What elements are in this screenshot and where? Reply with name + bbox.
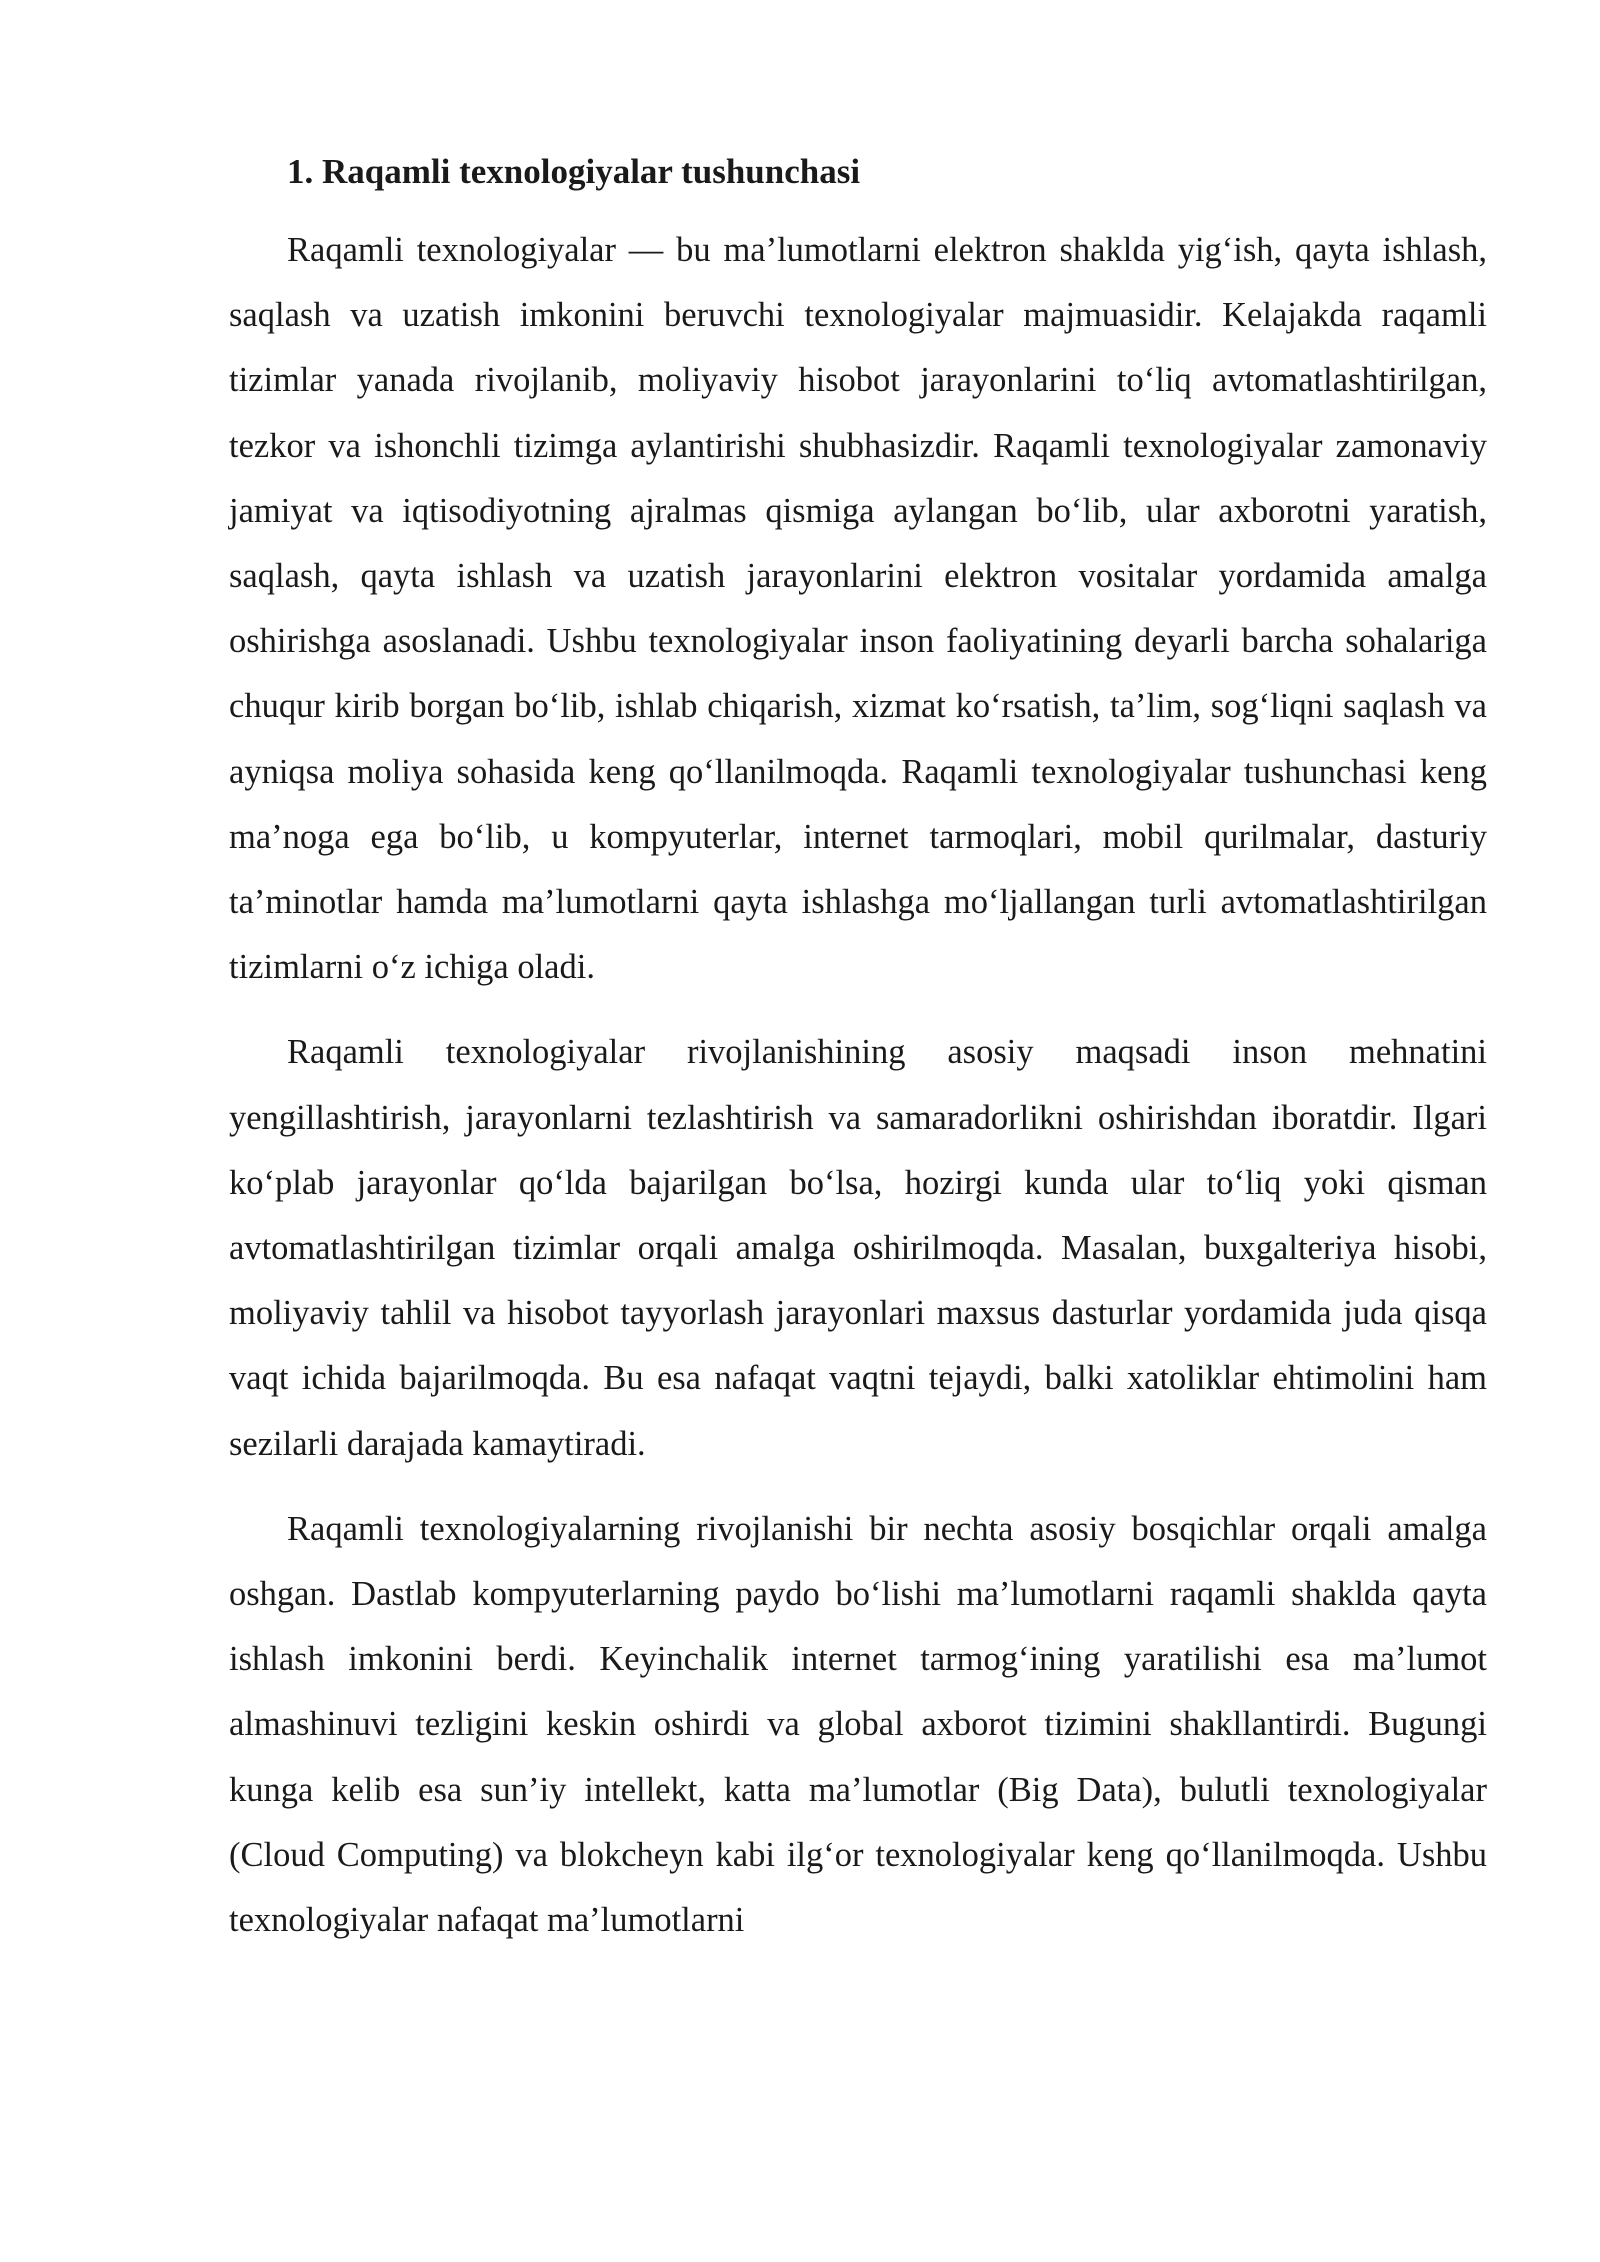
section-heading: 1. Raqamli texnologiyalar tushunchasi xyxy=(287,152,861,191)
document-page xyxy=(229,148,1487,1973)
paragraph-purpose: Raqamli texnologiyalar rivojlanishining asosiy maqsadi inson mehnatini yengillashtirish, jarayonlarni tezlashtirish va samaradorlikni oshirishdan iboratdir. Ilgari ko‘plab jarayonlar qo‘lda bajarilgan bo‘lsa, hozirgi kunda ular to‘liq yoki qisman avtomatlashtirilgan tizimlar orqali amalga oshirilmoqda. Masalan, buxgalteriya hisobi, moliyaviy tahlil va hisobot tayyorlash jarayonlari maxsus dasturlar yordamida juda qisqa vaqt ichida bajarilmoqda. Bu esa nafaqat vaqtni tejaydi, balki xatoliklar ehtimolini ham sezilarli darajada kamaytiradi. xyxy=(229,1033,1487,1463)
paragraph-definition: Raqamli texnologiyalar — bu ma’lumotlarni elektron shaklda yig‘ish, qayta ishlash, saqlash va uzatish imkonini beruvchi texnologiyalar majmuasidir. Kelajakda raqamli tizimlar yanada rivojlanib, moliyaviy hisobot jarayonlarini to‘liq avtomatlashtirilgan, tezkor va ishonchli tizimga aylantirishi shubhasizdir. Raqamli texnologiyalar zamonaviy jamiyat va iqtisodiyotning ajralmas qismiga aylangan bo‘lib, ular axborotni yaratish, saqlash, qayta ishlash va uzatish jarayonlarini elektron vositalar yordamida amalga oshirishga asoslanadi. Ushbu texnologiyalar inson faoliyatining deyarli barcha sohalariga chuqur kirib borgan bo‘lib, ishlab chiqarish, xizmat ko‘rsatish, ta’lim, sog‘liqni saqlash va ayniqsa moliya sohasida keng qo‘llanilmoqda. Raqamli texnologiyalar tushunchasi keng ma’noga ega bo‘lib, u kompyuterlar, internet tarmoqlari, mobil qurilmalar, dasturiy ta’minotlar hamda ma’lumotlarni qayta ishlashga mo‘ljallangan turli avtomatlashtirilgan tizimlarni o‘z ichiga oladi. xyxy=(229,231,1487,987)
paragraph-stages: Raqamli texnologiyalarning rivojlanishi bir nechta asosiy bosqichlar orqali amalga oshgan. Dastlab kompyuterlarning paydo bo‘lishi ma’lumotlarni raqamli shaklda qayta ishlash imkonini berdi. Keyinchalik internet tarmog‘ining yaratilishi esa ma’lumot almashinuvi tezligini keskin oshirdi va global axborot tizimini shakllantirdi. Bugungi kunga kelib esa sun’iy intellekt, katta ma’lumotlar (Big Data), bulutli texnologiyalar (Cloud Computing) va blokcheyn kabi ilg‘or texnologiyalar keng qo‘llanilmoqda. Ushbu texnologiyalar nafaqat ma’lumotlarni xyxy=(229,1509,1487,1940)
